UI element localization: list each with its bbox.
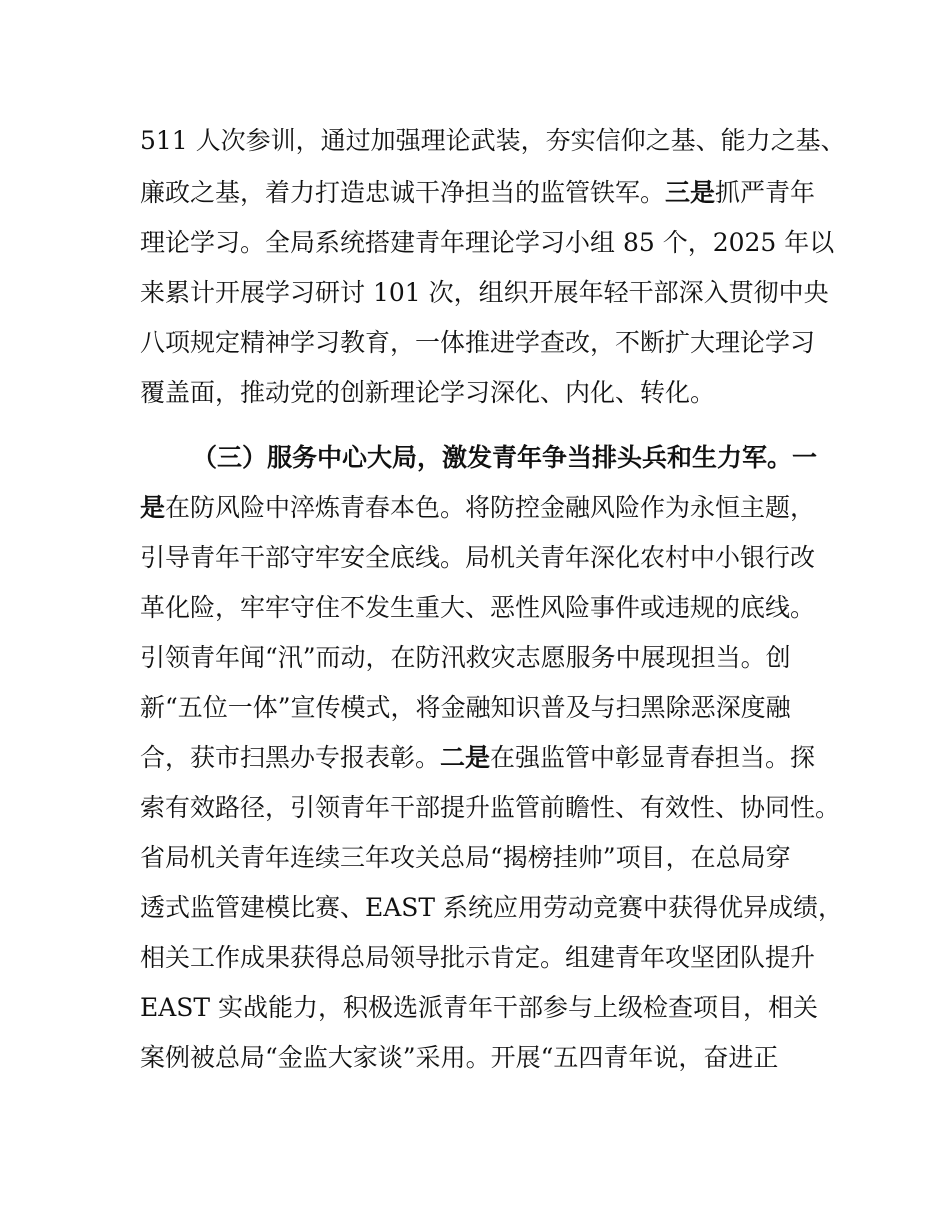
text-line: 案例被总局“金监大家谈”采用。开展“五四青年说，奋进正: [140, 1043, 779, 1072]
text-line: 革化险，牢牢守住不发生重大、恶性风险事件或违规的底线。: [140, 593, 816, 622]
text-line: 覆盖面，推动党的创新理论学习深化、内化、转化。: [140, 378, 716, 407]
text-line: 透式监管建模比赛、EAST 系统应用劳动竞赛中获得优异成绩，: [140, 893, 844, 922]
text-run: 在强监管中彰显青春担当。探: [490, 743, 816, 772]
text-line: 引领青年闻“汛”而动，在防汛救灾志愿服务中展现担当。创: [140, 643, 791, 672]
text-run: 廉政之基，着力打造忠诚干净担当的监管铁军。: [140, 178, 666, 207]
bold-keyword: 三是: [665, 178, 716, 207]
text-line: [140, 738, 815, 778]
text-line: 511 人次参训，通过加强理论武装，夯实信仰之基、能力之基、: [140, 126, 846, 155]
text-run: 抓严青年: [715, 178, 816, 207]
section-heading: （三）服务中心大局，激发青年争当排头兵和生力军。一: [192, 443, 818, 472]
text-run: 在防风险中淬炼青春本色。将防控金融风险作为永恒主题，: [165, 493, 816, 522]
text-line: 相关工作成果获得总局领导批示肯定。组建青年攻坚团队提升: [140, 943, 816, 972]
text-line: 新“五位一体”宣传模式，将金融知识普及与扫黑除恶深度融: [140, 693, 791, 722]
text-line: [140, 173, 815, 213]
text-line: 省局机关青年连续三年攻关总局“揭榜挂帅”项目，在总局穿: [140, 843, 791, 872]
text-run: 合，获市扫黑办专报表彰。: [140, 743, 441, 772]
text-line: 引导青年干部守牢安全底线。局机关青年深化农村中小银行改: [140, 543, 816, 572]
text-line: 来累计开展学习研讨 101 次，组织开展年轻干部深入贯彻中央: [140, 278, 829, 307]
bold-keyword: 二是: [440, 743, 491, 772]
text-line: [140, 488, 815, 528]
text-line: 八项规定精神学习教育，一体推进学查改，不断扩大理论学习: [140, 328, 816, 357]
text-line: 索有效路径，引领青年干部提升监管前瞻性、有效性、协同性。: [140, 793, 841, 822]
bold-keyword: 是: [140, 493, 166, 522]
text-line: EAST 实战能力，积极选派青年干部参与上级检查项目，相关: [140, 993, 819, 1022]
text-line: 理论学习。全局系统搭建青年理论学习小组 85 个，2025 年以: [140, 228, 835, 257]
